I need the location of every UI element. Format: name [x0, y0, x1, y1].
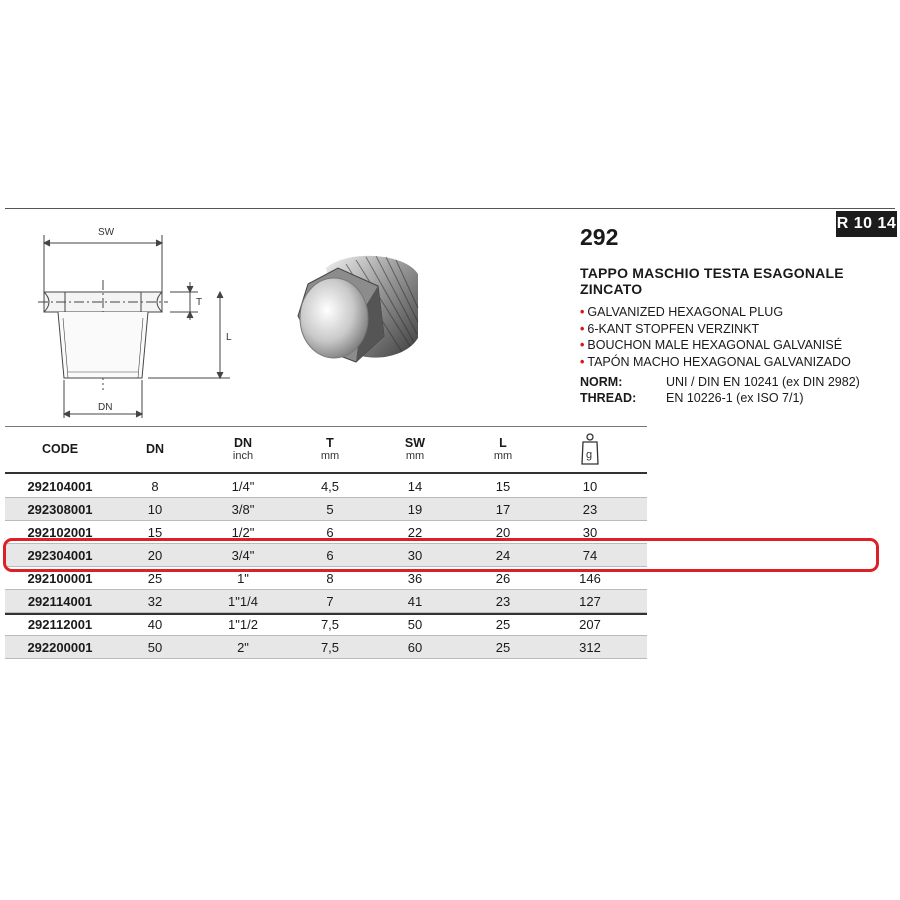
header-dn: DN — [145, 442, 165, 456]
value-cell: 24 — [495, 548, 511, 563]
thread-spec — [580, 390, 804, 406]
bullet-icon: • — [580, 354, 585, 369]
value-cell: 3/8" — [231, 502, 255, 517]
code-cell: 292308001 — [27, 502, 93, 517]
value-cell: 1"1/2 — [228, 617, 258, 632]
value-cell: 30 — [582, 525, 598, 540]
table-row — [5, 636, 647, 659]
row-highlight-frame — [3, 538, 879, 572]
code-cell: 292112001 — [27, 617, 93, 632]
table-header — [5, 430, 647, 470]
value-cell: 22 — [407, 525, 423, 540]
translation-item: • GALVANIZED HEXAGONAL PLUG — [580, 305, 784, 319]
sw-label: SW — [98, 227, 115, 238]
value-cell: 15 — [147, 525, 163, 540]
bullet-icon: • — [580, 305, 585, 319]
value-cell: 25 — [495, 640, 511, 655]
product-photo — [286, 246, 436, 396]
svg-text:g: g — [586, 449, 593, 461]
row-rule — [5, 658, 647, 659]
bullet-icon: • — [580, 338, 585, 352]
value-cell: 23 — [495, 594, 511, 609]
value-cell: 26 — [495, 571, 511, 586]
translation-item: • TAPÓN MACHO HEXAGONAL GALVANIZADO — [580, 354, 851, 369]
t-label: T — [196, 297, 203, 308]
value-cell: 25 — [147, 571, 163, 586]
value-cell: 14 — [407, 479, 423, 494]
dn-label: DN — [98, 402, 113, 413]
value-cell: 20 — [495, 525, 511, 540]
table-row — [5, 590, 647, 613]
value-cell: 2" — [237, 640, 249, 655]
code-cell: 292114001 — [27, 594, 93, 609]
value-cell: 20 — [147, 548, 163, 563]
code-cell: 292304001 — [27, 548, 93, 563]
value-cell: 207 — [579, 617, 601, 632]
table-top-rule — [5, 426, 647, 427]
product-number: 292 — [580, 224, 619, 250]
translation-item: • BOUCHON MALE HEXAGONAL GALVANISÉ — [580, 338, 843, 352]
value-cell: 6 — [326, 548, 334, 563]
value-cell: 1/2" — [231, 525, 255, 540]
value-cell: 41 — [407, 594, 423, 609]
norm-spec — [580, 374, 860, 390]
value-cell: 25 — [495, 617, 511, 632]
value-cell: 50 — [147, 640, 163, 655]
value-cell: 4,5 — [320, 479, 340, 494]
value-cell: 10 — [147, 502, 163, 517]
header-weight — [577, 432, 603, 471]
value-cell: 1" — [237, 571, 249, 586]
value-cell: 32 — [147, 594, 163, 609]
value-cell: 127 — [579, 594, 601, 609]
table-bottom-rule — [5, 613, 647, 615]
value-cell: 312 — [579, 640, 601, 655]
technical-drawing — [20, 220, 250, 420]
value-cell: 5 — [326, 502, 334, 517]
product-title: TAPPO MASCHIO TESTA ESAGONALE ZINCATO — [580, 265, 844, 297]
norm-value: UNI / DIN EN 10241 (ex DIN 2982) — [666, 375, 860, 389]
value-cell: 146 — [579, 571, 601, 586]
thread-value: EN 10226-1 (ex ISO 7/1) — [666, 391, 804, 405]
code-cell: 292104001 — [27, 479, 93, 494]
header-t: T mm — [320, 436, 340, 462]
value-cell: 7,5 — [320, 640, 340, 655]
table-row — [5, 498, 647, 521]
value-cell: 8 — [326, 571, 334, 586]
value-cell: 1/4" — [231, 479, 255, 494]
code-cell: 292102001 — [27, 525, 93, 540]
value-cell: 6 — [326, 525, 334, 540]
value-cell: 19 — [407, 502, 423, 517]
weight-icon — [579, 432, 601, 466]
value-cell: 23 — [582, 502, 598, 517]
value-cell: 36 — [407, 571, 423, 586]
value-cell: 10 — [582, 479, 598, 494]
top-rule — [5, 208, 895, 209]
value-cell: 7,5 — [320, 617, 340, 632]
header-dn-inch: DN inch — [232, 436, 254, 462]
value-cell: 74 — [582, 548, 598, 563]
table-row — [5, 613, 647, 636]
value-cell: 8 — [151, 479, 159, 494]
value-cell: 40 — [147, 617, 163, 632]
header-sw: SW mm — [404, 436, 426, 462]
l-label: L — [226, 332, 232, 343]
code-cell: 292100001 — [27, 571, 93, 586]
value-cell: 7 — [326, 594, 334, 609]
norm-label: NORM: — [580, 375, 623, 389]
value-cell: 60 — [407, 640, 423, 655]
reference-badge: R 10 14 — [836, 211, 897, 237]
translation-list — [580, 304, 851, 370]
header-l: L mm — [493, 436, 513, 462]
value-cell: 30 — [407, 548, 423, 563]
bullet-icon: • — [580, 321, 585, 336]
value-cell: 1"1/4 — [228, 594, 258, 609]
table-row — [5, 475, 647, 498]
value-cell: 50 — [407, 617, 423, 632]
code-cell: 292200001 — [27, 640, 93, 655]
table-header-rule — [5, 472, 647, 474]
translation-item: • 6-KANT STOPFEN VERZINKT — [580, 321, 760, 336]
value-cell: 3/4" — [231, 548, 255, 563]
header-code: CODE — [41, 442, 79, 456]
value-cell: 17 — [495, 502, 511, 517]
value-cell: 15 — [495, 479, 511, 494]
thread-label: THREAD: — [580, 391, 637, 405]
